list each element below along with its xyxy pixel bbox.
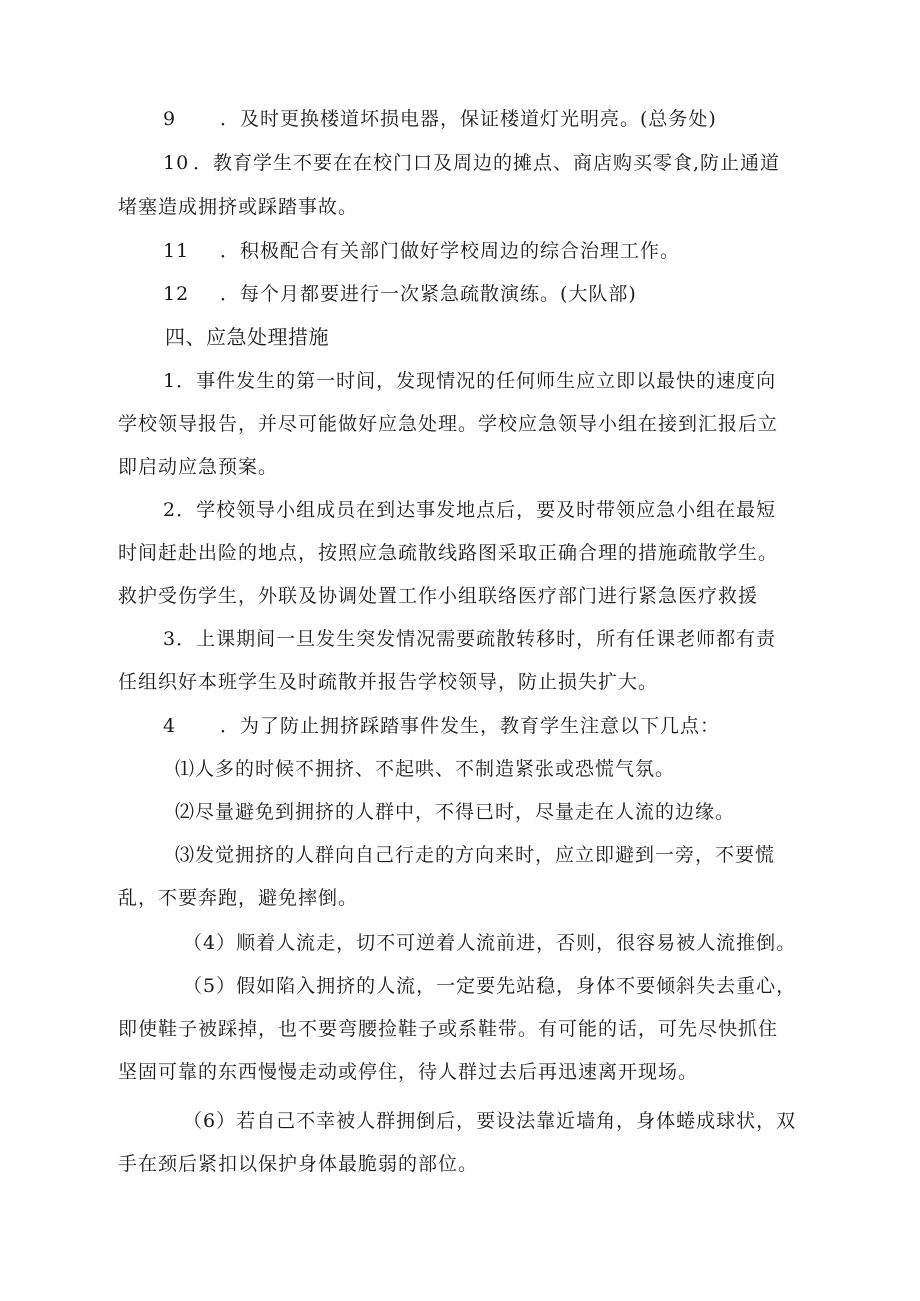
- item-number: 4: [163, 715, 177, 737]
- item-text: ．及时更换楼道坏损电器，保证楼道灯光明亮。(总务处): [220, 108, 717, 130]
- list-item-11: [118, 236, 838, 266]
- item-text: ．教育学生不要在在校门口及周边的摊点、商店购买零食,防止通道: [193, 152, 781, 174]
- item-number: 10: [163, 152, 190, 174]
- list-item-9: [118, 104, 838, 134]
- measure-2-line-3: 救护受伤学生，外联及协调处置工作小组联络医疗部门进行紧急医疗救援: [118, 585, 759, 607]
- point-5-line-3: 坚固可靠的东西慢慢走动或停住，待人群过去后再迅速离开现场。: [118, 1061, 699, 1083]
- item-number: 12: [163, 283, 190, 305]
- point-3-line-2: 乱，不要奔跑，避免摔倒。: [118, 887, 359, 909]
- point-6-line-1: （6）若自己不幸被人群拥倒后，要设法靠近墙角，身体蜷成球状，双: [183, 1110, 797, 1132]
- list-item-10: [118, 148, 838, 178]
- point-5-line-2: 即使鞋子被踩掉，也不要弯腰捡鞋子或系鞋带。有可能的话，可先尽快抓住: [118, 1018, 779, 1040]
- point-1: ⑴人多的时候不拥挤、不起哄、不制造紧张或恐慌气氛。: [175, 758, 676, 780]
- measure-4: [118, 711, 838, 741]
- measure-1-line-1: 1．事件发生的第一时间，发现情况的任何师生应立即以最快的速度向: [163, 370, 777, 392]
- point-6-line-2: 手在颈后紧扣以保护身体最脆弱的部位。: [118, 1153, 479, 1175]
- measure-2-line-2: 时间赶赴出险的地点，按照应急疏散线路图采取正确合理的措施疏散学生。: [118, 542, 779, 564]
- item-number: 9: [163, 108, 177, 130]
- point-5-line-1: （5）假如陷入拥挤的人流，一定要先站稳，身体不要倾斜失去重心，: [183, 975, 797, 997]
- item-number: 11: [163, 240, 190, 262]
- measure-1-line-2: 学校领导报告，并尽可能做好应急处理。学校应急领导小组在接到汇报后立: [118, 413, 779, 435]
- point-4: （4）顺着人流走，切不可逆着人流前进，否则，很容易被人流推倒。: [183, 932, 797, 954]
- list-item-12: [118, 279, 838, 309]
- measure-2-line-1: 2．学校领导小组成员在到达事发地点后，要及时带领应急小组在最短: [163, 499, 777, 521]
- item-text: ．积极配合有关部门做好学校周边的综合治理工作。: [220, 240, 681, 262]
- section-heading: 四、应急处理措施: [165, 325, 329, 349]
- measure-3-line-2: 任组织好本班学生及时疏散并报告学校领导，防止损失扩大。: [118, 671, 659, 693]
- point-2: ⑵尽量避免到拥挤的人群中，不得已时，尽量走在人流的边缘。: [175, 801, 736, 823]
- measure-1-line-3: 即启动应急预案。: [118, 456, 279, 478]
- list-item-10-continued: 堵塞造成拥挤或踩踏事故。: [118, 196, 359, 218]
- item-text: ．每个月都要进行一次紧急疏散演练。(大队部): [220, 283, 637, 305]
- measure-3-line-1: 3．上课期间一旦发生突发情况需要疏散转移时，所有任课老师都有责: [163, 628, 777, 650]
- point-3-line-1: ⑶发觉拥挤的人群向自己行走的方向来时，应立即避到一旁，不要慌: [175, 844, 776, 866]
- item-text: ．为了防止拥挤踩踏事件发生，教育学生注意以下几点：: [220, 715, 721, 737]
